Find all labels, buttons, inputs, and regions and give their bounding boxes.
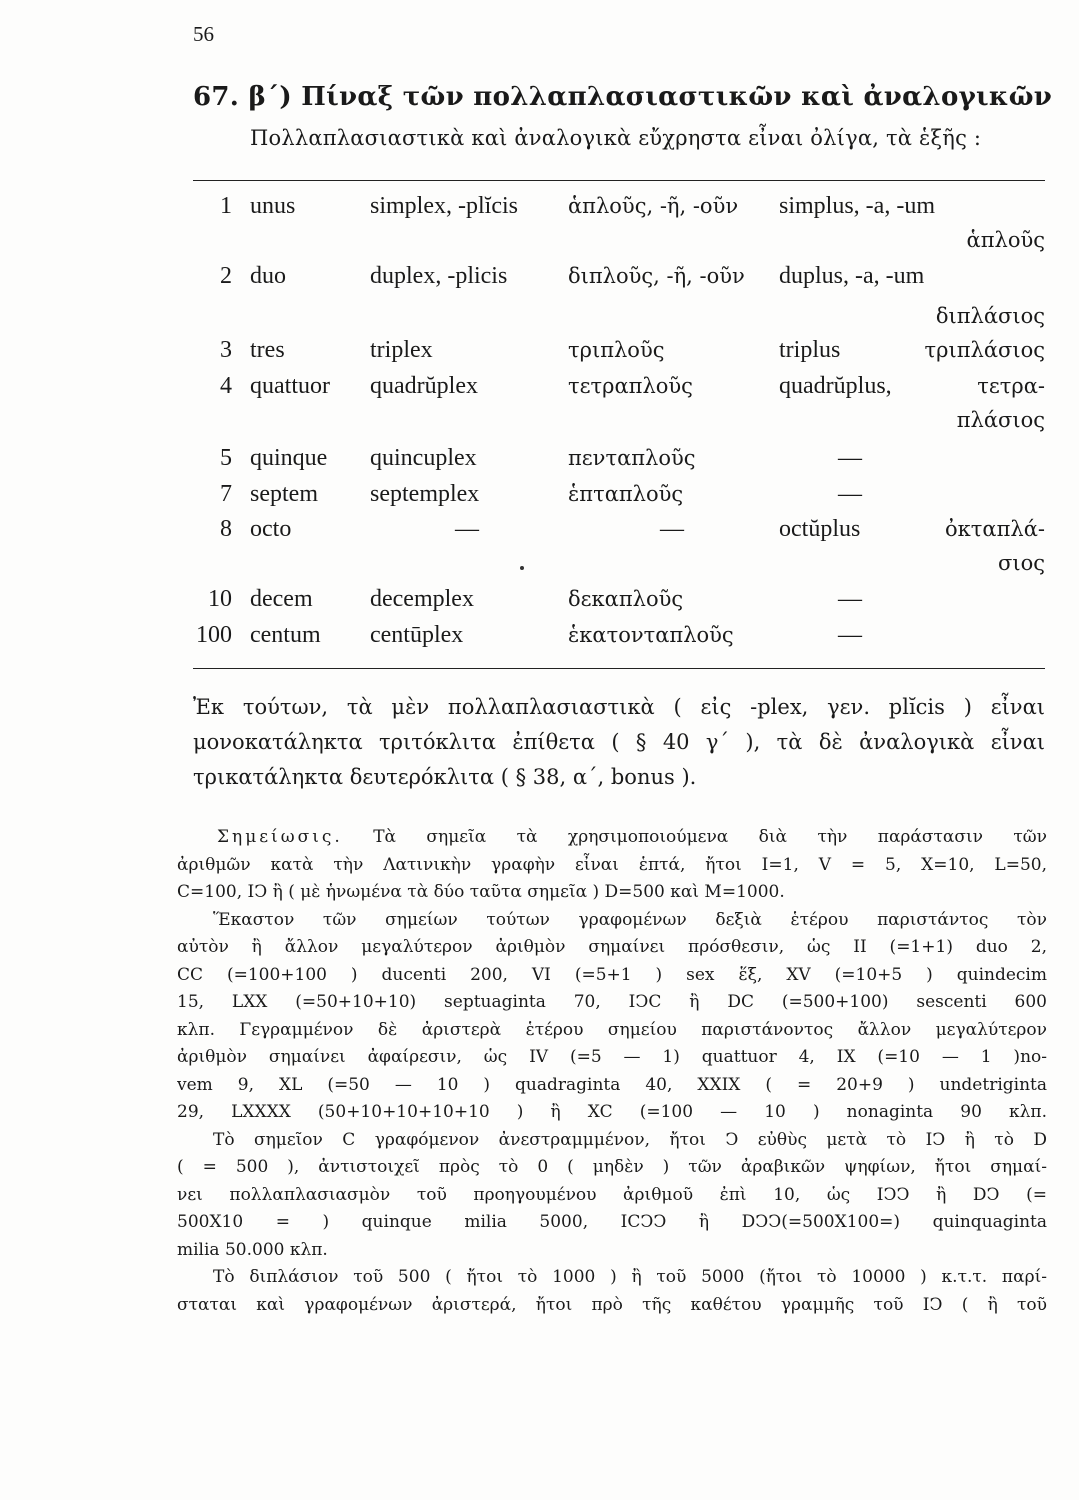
note-line: 29, LXXXX (50+10+10+10+10 ) ἢ XC (=100 — 10 ) nonaginta 90 κλπ. bbox=[177, 1102, 1047, 1122]
row-number: 3 bbox=[220, 337, 232, 363]
latin-cardinal: duo bbox=[250, 263, 286, 289]
multiplicative-latin: simplex, -plĭcis bbox=[370, 193, 518, 219]
summary-paragraph bbox=[193, 690, 1045, 795]
analogical-latin: triplus bbox=[779, 337, 841, 363]
multiplicative-greek: τετραπλοῦς bbox=[568, 374, 693, 398]
row-number: 7 bbox=[220, 481, 232, 507]
analogical-greek: ὀκταπλά- bbox=[945, 517, 1045, 541]
note-label: Σημείωσις. bbox=[217, 827, 343, 847]
analogical-latin: — bbox=[838, 481, 862, 507]
paragraph-line: μονοκατάληκτα τριτόκλιτα ἐπίθετα ( § 40 γ΄ ), τὰ δὲ ἀναλογικὰ εἶναι bbox=[193, 730, 1045, 754]
row-number: 2 bbox=[220, 263, 232, 289]
latin-cardinal: septem bbox=[250, 481, 318, 507]
note-line: κλπ. Γεγραμμένον δὲ ἀριστερὰ ἑτέρου σημείου παριστάνοντος ἄλλον μεγαλύτερον bbox=[177, 1019, 1047, 1040]
note-line: ( = 500 ), ἀντιστοιχεῖ πρὸς τὸ 0 ( μηδὲν ) τῶν ἀραβικῶν ψηφίων, ἤτοι σημαί- bbox=[177, 1157, 1047, 1177]
multiplicative-latin: quadrŭplex bbox=[370, 373, 478, 399]
row-number: 8 bbox=[220, 516, 232, 542]
analogical-latin: quadrŭplus, bbox=[779, 373, 892, 399]
note-line: νει πολλαπλασιασμὸν τοῦ προηγουμένου ἀριθμοῦ ἐπὶ 10, ὡς IϽϽ ἢ DϽ (= bbox=[177, 1184, 1047, 1205]
analogical-greek-continuation: πλάσιος bbox=[956, 408, 1045, 432]
ink-dot bbox=[520, 566, 524, 570]
table-top-rule bbox=[193, 180, 1045, 181]
latin-cardinal: quinque bbox=[250, 445, 328, 471]
table-bottom-rule bbox=[193, 668, 1045, 669]
analogical-greek-continuation: ἁπλοῦς bbox=[966, 228, 1045, 252]
multiplicative-latin: quincuplex bbox=[370, 445, 477, 471]
analogical-latin: — bbox=[838, 445, 862, 471]
multiplicative-greek: τριπλοῦς bbox=[568, 338, 665, 362]
multiplicative-latin: duplex, -plicis bbox=[370, 263, 508, 289]
note-line: αὐτὸν ἢ ἄλλον μεγαλύτερον ἀριθμὸν σημαίνει πρόσθεσιν, ὡς II (=1+1) duo 2, bbox=[177, 937, 1047, 957]
multiplicative-greek: διπλοῦς, -ῆ, -οῦν bbox=[568, 264, 745, 288]
note-line: Ἕκαστον τῶν σημείων τούτων γραφομένων δεξιὰ ἑτέρου παριστάντος τὸν bbox=[213, 909, 1047, 930]
multiplicative-latin: triplex bbox=[370, 337, 433, 363]
multiplicative-greek: ἑκατονταπλοῦς bbox=[568, 623, 734, 647]
multiplicative-latin: — bbox=[455, 516, 479, 542]
latin-cardinal: centum bbox=[250, 622, 321, 648]
note-line: milia 50.000 κλπ. bbox=[177, 1239, 328, 1260]
note-line: CC (=100+100 ) ducenti 200, VI (=5+1 ) sex ἕξ, XV (=10+5 ) quindecim bbox=[177, 964, 1047, 985]
analogical-latin: octŭplus bbox=[779, 516, 861, 542]
note-line: ἀριθμὸν σημαίνει ἀφαίρεσιν, ὡς IV (=5 — 1) quattuor 4, IX (=10 — 1 )no- bbox=[177, 1047, 1047, 1067]
analogical-latin: simplus, -a, -um bbox=[779, 193, 935, 219]
multiplicative-greek: ἑπταπλοῦς bbox=[568, 482, 684, 506]
note-line: σταται καὶ γραφομένων ἀριστερά, ἤτοι πρὸ τῆς καθέτου γραμμῆς τοῦ IϽ ( ἢ τοῦ bbox=[177, 1294, 1047, 1315]
note-first-line bbox=[177, 824, 1047, 852]
analogical-latin: duplus, -a, -um bbox=[779, 263, 925, 289]
note-block bbox=[177, 824, 1047, 1319]
analogical-greek: τριπλάσιος bbox=[924, 338, 1045, 362]
multiplicative-greek: ἁπλοῦς, -ῆ, -οῦν bbox=[568, 194, 739, 218]
latin-cardinal: decem bbox=[250, 586, 313, 612]
note-line: Τὰ σημεῖα τὰ χρησιμοποιούμενα διὰ τὴν παράστασιν τῶν bbox=[373, 827, 1047, 847]
latin-cardinal: unus bbox=[250, 193, 296, 219]
note-line: vem 9, XL (=50 — 10 ) quadraginta 40, XXIX ( = 20+9 ) undetriginta bbox=[177, 1074, 1047, 1095]
note-line: Τὸ διπλάσιον τοῦ 500 ( ἤτοι τὸ 1000 ) ἢ τοῦ 5000 (ἤτοι τὸ 10000 ) κ.τ.τ. παρί- bbox=[213, 1267, 1047, 1287]
note-line: 15, LXX (=50+10+10) septuaginta 70, IϽC ἢ DC (=500+100) sescenti 600 bbox=[177, 992, 1047, 1012]
analogical-greek-continuation: διπλάσιος bbox=[935, 304, 1045, 328]
page-number: 56 bbox=[193, 22, 214, 46]
multiplicative-greek: πενταπλοῦς bbox=[568, 446, 696, 470]
intro-line: Πολλαπλασιαστικὰ καὶ ἀναλογικὰ εὔχρηστα εἶναι ὀλίγα, τὰ ἑξῆς : bbox=[250, 126, 982, 150]
note-line: Τὸ σημεῖον C γραφόμενον ἀνεστραμμμένον, ἤτοι Ͻ εὐθὺς μετὰ τὸ IϽ ἢ τὸ D bbox=[213, 1129, 1047, 1150]
note-line: ἀριθμῶν κατὰ τὴν Λατινικὴν γραφὴν εἶναι ἑπτά, ἤτοι I=1, V = 5, X=10, L=50, bbox=[177, 854, 1047, 875]
multiplicative-latin: centūplex bbox=[370, 622, 464, 648]
row-number: 4 bbox=[220, 373, 232, 399]
analogical-latin: — bbox=[838, 586, 862, 612]
row-number: 10 bbox=[208, 586, 232, 612]
analogical-greek: τετρα- bbox=[977, 374, 1045, 398]
section-heading: 67. β΄) Πίναξ τῶν πολλαπλασιαστικῶν καὶ ἀναλογικῶν bbox=[193, 82, 1053, 112]
analogical-greek-continuation: σιος bbox=[998, 551, 1045, 575]
row-number: 100 bbox=[196, 622, 232, 648]
latin-cardinal: quattuor bbox=[250, 373, 330, 399]
multiplicative-greek: δεκαπλοῦς bbox=[568, 587, 684, 611]
paragraph-line: τρικατάληκτα δευτερόκλιτα ( § 38, α΄, bonus ). bbox=[193, 765, 697, 789]
multiplicative-latin: decemplex bbox=[370, 586, 474, 612]
multiplicative-latin: septemplex bbox=[370, 481, 480, 507]
note-line: C=100, IϽ ἢ ( μὲ ἡνωμένα τὰ δύο ταῦτα σημεῖα ) D=500 καὶ M=1000. bbox=[177, 882, 785, 902]
analogical-latin: — bbox=[838, 622, 862, 648]
latin-cardinal: octo bbox=[250, 516, 292, 542]
latin-cardinal: tres bbox=[250, 337, 285, 363]
multiplicative-greek: — bbox=[660, 516, 684, 542]
paragraph-line: Ἐκ τούτων, τὰ μὲν πολλαπλασιαστικὰ ( εἰς -plex, γεν. plĭcis ) εἶναι bbox=[193, 695, 1045, 719]
note-line: 500X10 = ) quinque milia 5000, ICϽϽ ἢ DϽϽ(=500X100=) quinquaginta bbox=[177, 1212, 1047, 1232]
row-number: 1 bbox=[220, 193, 232, 219]
row-number: 5 bbox=[220, 445, 232, 471]
